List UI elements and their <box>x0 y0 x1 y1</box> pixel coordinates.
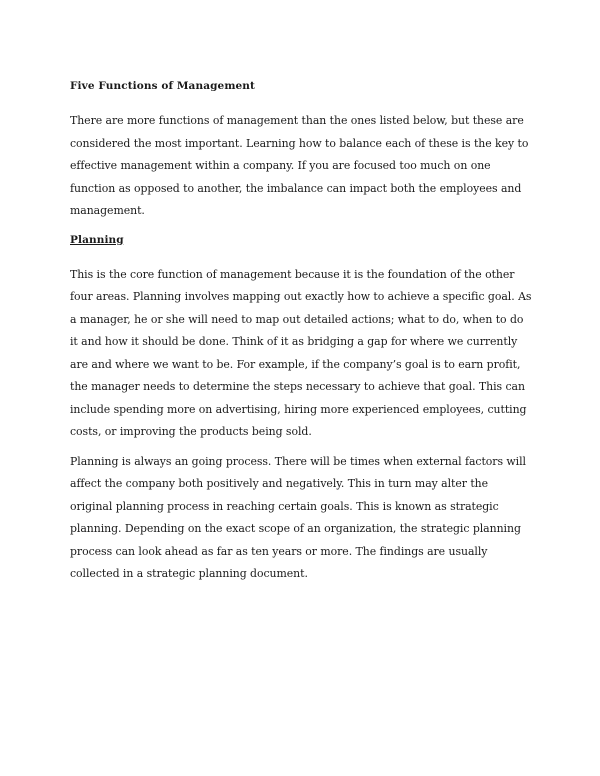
document-page <box>70 80 532 593</box>
intro-paragraph: There are more functions of management than the ones listed below, but these are considered the most important. Learning how to balance each of these is the key to effective management within a company. If you are focused too much on one function as opposed to another, the imbalance can impact both the employees and management. <box>70 114 529 217</box>
section-heading-planning: Planning <box>70 233 124 246</box>
planning-paragraph-2: Planning is always an going process. There will be times when external factors will affect the company both positively and negatively. This in turn may alter the original planning process in reaching certain goals. This is known as strategic planning. Depending on the exact scope of an organization, the strategic planning process can look ahead as far as ten years or more. The findings are usually collected in a strategic planning document. <box>70 454 526 580</box>
document-title: Five Functions of Management <box>70 80 255 92</box>
planning-paragraph-1: This is the core function of management because it is the foundation of the other four areas. Planning involves mapping out exactly how to achieve a specific goal. As a manager, he or she will need to map out detailed actions; what to do, when to do it and how it should be done. Think of it as bridging a gap for where we currently are and where we want to be. For example, if the company’s goal is to earn profit, the manager needs to determine the steps necessary to achieve that goal. This can include spending more on advertising, hiring more experienced employees, cutting costs, or improving the products being sold. <box>70 267 532 438</box>
